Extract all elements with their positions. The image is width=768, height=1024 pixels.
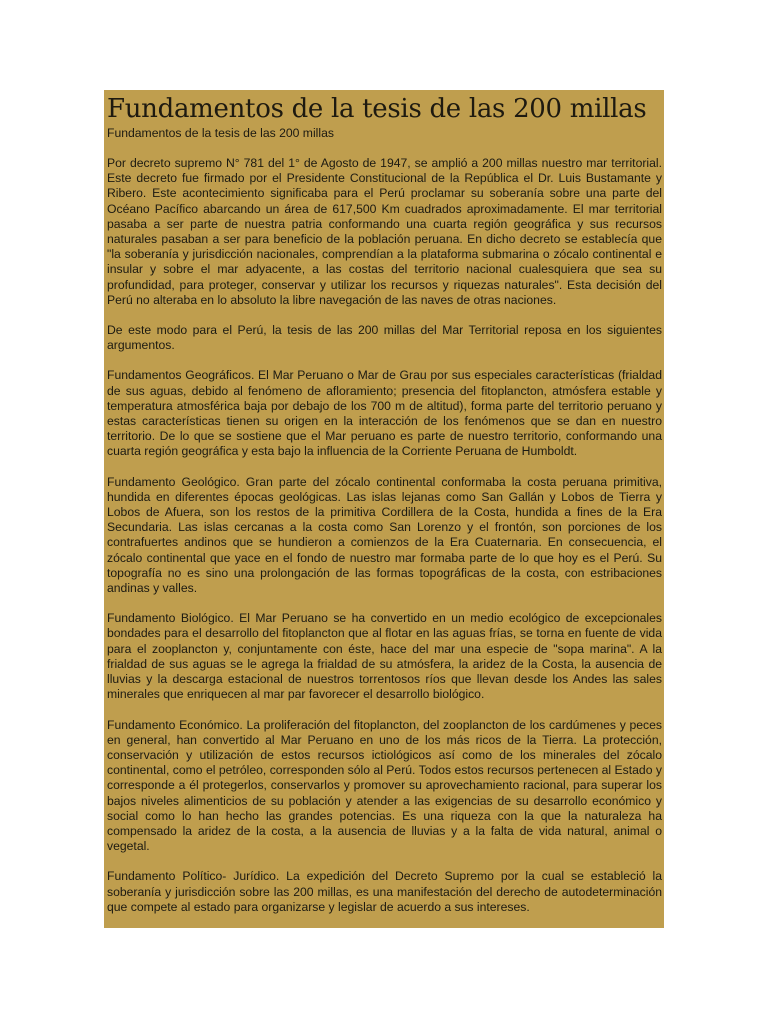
paragraph-politico-juridico: Fundamento Político- Jurídico. La expedición del Decreto Supremo por la cual se estableció la soberanía y jurisdicción sobre las 200 millas, es una manifestación del derecho de autodeterminación que compete al estado para organizarse y legislar de acuerdo a sus intereses. — [107, 869, 662, 914]
paragraph-geologico: Fundamento Geológico. Gran parte del zócalo continental conformaba la costa peruana primitiva, hundida en diferentes épocas geológicas. Las islas lejanas como San Gallán y Lobos de Tierra y Lobos de Afuera, son los restos de la primitiva Cordillera de la Costa, hundida a fines de la Era Secundaria. Las islas cercanas a la costa como San Lorenzo y el frontón, son porciones de los contrafuertes andinos que se hundieron a comienzos de la Era Cuaternaria. En consecuencia, el zócalo continental que yace en el fondo de nuestro mar formaba parte de lo que hoy es el Perú. Su topografía no es sino una prolongación de las formas topográficas de la costa, con estribaciones andinas y valles. — [107, 474, 662, 596]
paragraph-geograficos: Fundamentos Geográficos. El Mar Peruano o Mar de Grau por sus especiales características (frialdad de sus aguas, debido al fenómeno de afloramiento; presencia del fitoplancton, atmósfera estable y temperatura atmosférica baja por debajo de los 700 m de altitud), forma parte del territorio peruano y estas características tienen su origen en la interacción de los fenómenos que se dan en nuestro territorio. De lo que se sostiene que el Mar peruano es parte de nuestro territorio, conformando una cuarta región geográfica y esta bajo la influencia de la Corriente Peruana de Humboldt. — [107, 368, 662, 459]
document-title: Fundamentos de la tesis de las 200 millas — [107, 94, 647, 124]
paragraph-economico: Fundamento Económico. La proliferación del fitoplancton, del zooplancton de los cardúmenes y peces en general, han convertido al Mar Peruano en uno de los más ricos de la Tierra. La protección, conservación y utilización de estos recursos ictiológicos así como de los minerales del zócalo continental, como el petróleo, corresponden sólo al Perú. Todos estos recursos pertenecen al Estado y corresponde a él protegerlos, conservarlos y promover su aprovechamiento racional, para superar los bajos niveles alimenticios de su población y atender a las exigencias de su desarrollo económico y social como lo han hecho las grandes potencias. Es una riqueza con la que la naturaleza ha compensado la aridez de la costa, a la ausencia de lluvias y a la falta de vida natural, animal o vegetal. — [107, 717, 662, 854]
paragraph-decreto: Por decreto supremo N° 781 del 1° de Agosto de 1947, se amplió a 200 millas nuestro mar territorial. Este decreto fue firmado por el Presidente Constitucional de la República el Dr. Luis Bustamante y Ribero. Este acontecimiento significaba para el Perú proclamar su soberanía sobre una parte del Océano Pacífico abarcando un área de 617,500 Km cuadrados aproximadamente. El mar territorial pasaba a ser parte de nuestra patria conformando una cuarta región geográfica y sus recursos naturales pasaban a ser para beneficio de la población peruana. En dicho decreto se establecía que "la soberanía y jurisdicción nacionales, comprendían a la plataforma submarina o zócalo continental e insular y sobre el mar adyacente, a las costas del territorio nacional cualesquiera que sea su profundidad, para proteger, conservar y utilizar los recursos y riquezas naturales". Esta decisión del Perú no alteraba en lo absoluto la libre navegación de las naves de otras naciones. — [107, 156, 662, 307]
document-subtitle: Fundamentos de la tesis de las 200 millas — [107, 126, 334, 140]
document-page — [104, 90, 664, 928]
paragraph-argumentos: De este modo para el Perú, la tesis de las 200 millas del Mar Territorial reposa en los siguientes argumentos. — [107, 323, 662, 353]
paragraph-biologico: Fundamento Biológico. El Mar Peruano se ha convertido en un medio ecológico de excepcionales bondades para el desarrollo del fitoplancton que al flotar en las aguas frías, se torna en fuente de vida para el zooplancton y, conjuntamente con éste, hace del mar una especie de "sopa marina". A la frialdad de sus aguas se le agrega la frialdad de su atmósfera, la aridez de la Costa, la ausencia de lluvias y la descarga estacional de nuestros torrentosos ríos que llevan desde los Andes las sales minerales que enriquecen al mar par favorecer el desarrollo biológico. — [107, 611, 662, 702]
